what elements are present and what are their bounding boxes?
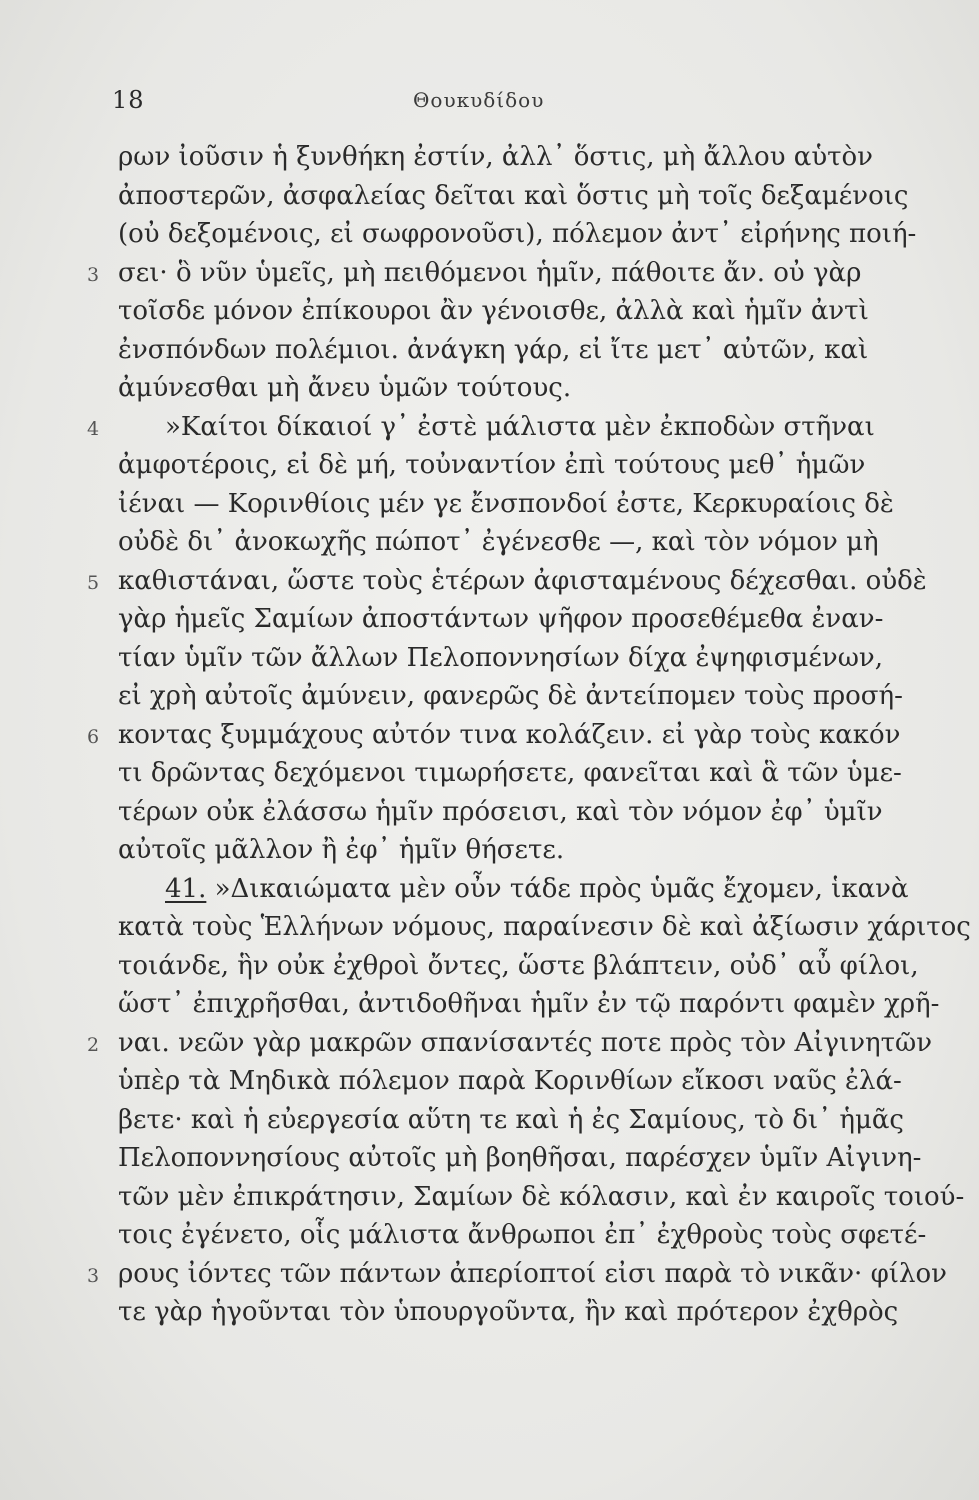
line-text: [118, 639, 883, 677]
line-content: ναι. νεῶν γὰρ μακρῶν σπανίσαντές ποτε πρὸς τὸν Αἰγινητῶν: [118, 1027, 933, 1058]
text-line: [0, 947, 979, 986]
line-text: [118, 138, 873, 176]
line-text: [118, 331, 868, 369]
text-line: [0, 1216, 979, 1255]
line-text: [118, 1024, 932, 1062]
text-line: [0, 485, 979, 524]
text-line: [0, 831, 979, 870]
line-text: [165, 408, 875, 446]
line-text: [118, 523, 879, 561]
line-content: »Καίτοι δίκαιοί γ᾽ ἐστὲ μάλιστα μὲν ἐκποδὼν στῆναι: [165, 411, 875, 442]
text-line: [0, 446, 979, 485]
line-content: ἐνσπόνδων πολέμιοι. ἀνάγκη γάρ, εἰ ἴτε μετ᾽ αὐτῶν, καὶ: [118, 334, 869, 365]
page-header: [0, 78, 979, 118]
line-text: [118, 754, 902, 792]
section-number: 5: [87, 571, 100, 594]
line-text: [118, 562, 927, 600]
text-line: [0, 254, 979, 293]
text-line: [0, 600, 979, 639]
line-text: [118, 677, 903, 715]
line-content: εἰ χρὴ αὐτοῖς ἀμύνειν, φανερῶς δὲ ἀντείπομεν τοὺς προσή-: [118, 681, 903, 711]
line-content: καθιστάναι, ὥστε τοὺς ἑτέρων ἀφισταμένους δέχεσθαι. οὐδὲ: [118, 565, 927, 596]
line-content: τέρων οὐκ ἐλάσσω ἡμῖν πρόσεισι, καὶ τὸν νόμον ἐφ᾽ ὑμῖν: [118, 796, 883, 827]
line-content: ρων ἰοῦσιν ἡ ξυνθήκη ἐστίν, ἀλλ᾽ ὅστις, μὴ ἄλλου αὑτὸν: [118, 142, 873, 172]
line-content: κατὰ τοὺς Ἑλλήνων νόμους, παραίνεσιν δὲ καὶ ἀξίωσιν χάριτος: [118, 912, 971, 942]
text-line: [0, 754, 979, 793]
line-text: [118, 985, 939, 1023]
text-line: [0, 677, 979, 716]
section-number: 6: [87, 725, 100, 748]
line-text: [118, 831, 564, 869]
line-content: ὑπὲρ τὰ Μηδικὰ πόλεμον παρὰ Κορινθίων εἴκοσι ναῦς ἐλά-: [118, 1066, 902, 1096]
line-content: ρους ἰόντες τῶν πάντων ἀπερίοπτοί εἰσι παρὰ τὸ νικᾶν· φίλον: [118, 1258, 947, 1289]
line-text: [118, 177, 909, 215]
text-line: [0, 138, 979, 177]
line-content: τῶν μὲν ἐπικράτησιν, Σαμίων δὲ κόλασιν, καὶ ἐν καιροῖς τοιού-: [118, 1181, 965, 1212]
section-number: 3: [87, 263, 100, 286]
line-content: κοντας ξυμμάχους αὐτόν τινα κολάζειν. εἰ γὰρ τοὺς κακόν: [118, 719, 901, 750]
text-line: [0, 523, 979, 562]
line-text: [118, 1293, 898, 1331]
text-line: [0, 1139, 979, 1178]
line-text: [118, 292, 869, 330]
line-text: [118, 1139, 921, 1177]
line-text: [118, 908, 971, 946]
line-text: [118, 716, 900, 754]
line-text: [118, 369, 571, 407]
page-number: 18: [112, 86, 145, 114]
text-line: [0, 716, 979, 755]
text-line: [0, 562, 979, 601]
text-line: [0, 793, 979, 832]
line-text: [118, 1216, 926, 1254]
line-text: [118, 793, 883, 831]
text-line: [0, 1293, 979, 1332]
line-content: τοῖσδε μόνον ἐπίκουροι ἂν γένοισθε, ἀλλὰ καὶ ἡμῖν ἀντὶ: [118, 296, 869, 326]
body-text: [0, 138, 979, 1332]
line-content: οὐδὲ δι᾽ ἀνοκωχῆς πώποτ᾽ ἐγένεσθε —, καὶ τὸν νόμον μὴ: [118, 527, 879, 557]
section-number: 2: [87, 1033, 100, 1056]
text-line: [0, 639, 979, 678]
section-number: 4: [87, 417, 100, 440]
text-line: [0, 985, 979, 1024]
line-text: [118, 215, 916, 253]
line-text: [118, 1255, 947, 1293]
text-line: [0, 1255, 979, 1294]
line-text: [118, 1062, 902, 1100]
text-line: [0, 1024, 979, 1063]
text-line: [0, 292, 979, 331]
line-content: τίαν ὑμῖν τῶν ἄλλων Πελοποννησίων δίχα ἐψηφισμένων,: [118, 642, 883, 673]
line-content: τοιάνδε, ἣν οὐκ ἐχθροὶ ὄντες, ὥστε βλάπτειν, οὐδ᾽ αὖ φίλοι,: [118, 950, 919, 981]
text-line: [0, 215, 979, 254]
text-line: [0, 870, 979, 909]
text-line: [0, 408, 979, 447]
line-text: [118, 1101, 904, 1139]
line-content: τι δρῶντας δεχόμενοι τιμωρήσετε, φανεῖται καὶ ἃ τῶν ὑμε-: [118, 758, 902, 788]
text-line: [0, 1101, 979, 1140]
line-content: »Δικαιώματα μὲν οὖν τάδε πρὸς ὑμᾶς ἔχομεν, ἱκανὰ: [206, 873, 909, 904]
running-title: Θουκυδίδου: [413, 88, 545, 112]
line-content: ἀμύνεσθαι μὴ ἄνευ ὑμῶν τούτους.: [118, 373, 572, 403]
text-line: [0, 1178, 979, 1217]
line-content: γὰρ ἡμεῖς Σαμίων ἀποστάντων ψῆφον προσεθέμεθα ἐναν-: [118, 604, 884, 634]
line-content: σει· ὃ νῦν ὑμεῖς, μὴ πειθόμενοι ἡμῖν, πάθοιτε ἄν. οὐ γὰρ: [118, 257, 862, 288]
text-line: [0, 177, 979, 216]
text-line: [0, 331, 979, 370]
line-text: [118, 446, 865, 484]
line-content: ἰέναι — Κορινθίοις μέν γε ἔνσπονδοί ἐστε, Κερκυραίοις δὲ: [118, 488, 894, 519]
line-content: Πελοποννησίους αὐτοῖς μὴ βοηθῆσαι, παρέσχεν ὑμῖν Αἰγινη-: [118, 1143, 922, 1173]
text-line: [0, 908, 979, 947]
line-content: ὥστ᾽ ἐπιχρῆσθαι, ἀντιδοθῆναι ἡμῖν ἐν τῷ παρόντι φαμὲν χρῆ-: [118, 989, 940, 1019]
line-content: βετε· καὶ ἡ εὐεργεσία αὕτη τε καὶ ἡ ἐς Σαμίους, τὸ δι᾽ ἡμᾶς: [118, 1104, 904, 1135]
line-content: (οὐ δεξομένοις, εἰ σωφρονοῦσι), πόλεμον ἀντ᾽ εἰρήνης ποιή-: [118, 219, 917, 249]
line-text: [165, 870, 909, 908]
text-line: [0, 369, 979, 408]
section-number: 3: [87, 1264, 100, 1287]
line-text: [118, 947, 919, 985]
line-text: [118, 254, 861, 292]
line-content: τοις ἐγένετο, οἷς μάλιστα ἄνθρωποι ἐπ᾽ ἐχθροὺς τοὺς σφετέ-: [118, 1220, 927, 1250]
chapter-number: 41.: [165, 873, 207, 904]
line-text: [118, 1178, 964, 1216]
line-content: ἀμφοτέροις, εἰ δὲ μή, τοὐναντίον ἐπὶ τούτους μεθ᾽ ἡμῶν: [118, 450, 866, 480]
line-text: [118, 485, 894, 523]
line-content: αὐτοῖς μᾶλλον ἢ ἐφ᾽ ἡμῖν θήσετε.: [118, 835, 565, 865]
text-line: [0, 1062, 979, 1101]
line-text: [118, 600, 883, 638]
line-content: τε γὰρ ἡγοῦνται τὸν ὑπουργοῦντα, ἢν καὶ πρότερον ἐχθρὸς: [118, 1297, 899, 1327]
line-content: ἀποστερῶν, ἀσφαλείας δεῖται καὶ ὅστις μὴ τοῖς δεξαμένοις: [118, 180, 909, 211]
